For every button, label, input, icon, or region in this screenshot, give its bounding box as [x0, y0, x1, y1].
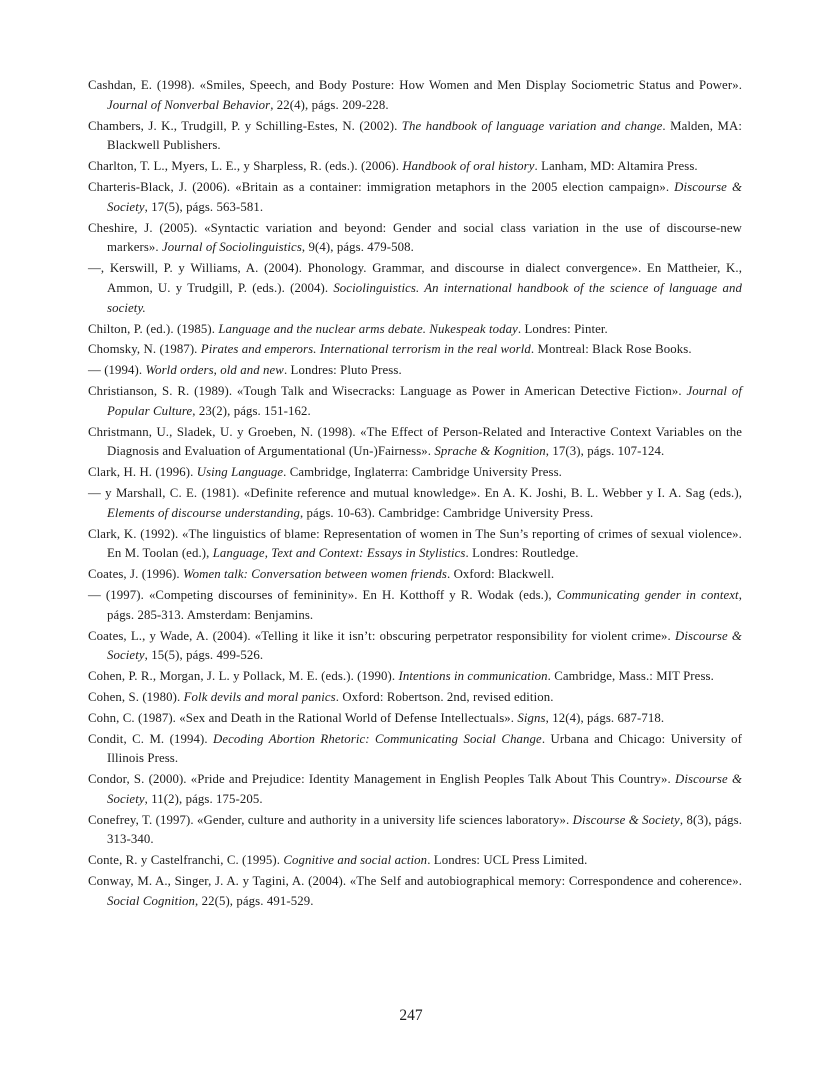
- reference-title-segment: Discourse & Society: [572, 812, 680, 827]
- reference-text-segment: . Londres: UCL Press Limited.: [427, 853, 588, 868]
- reference-entry: [88, 259, 742, 318]
- reference-title-segment: Handbook of oral history: [402, 159, 535, 174]
- reference-title-segment: Decoding Abortion Rhetoric: Communicating Social Change: [213, 731, 542, 746]
- reference-text-segment: Chilton, P. (ed.). (1985).: [88, 321, 219, 336]
- page-number: 247: [399, 1007, 423, 1024]
- reference-title-segment: Elements of discourse understanding: [107, 505, 300, 520]
- reference-entry: [88, 688, 742, 708]
- reference-title-segment: Sociolinguistics. An international handbook of the science of language and society.: [107, 280, 742, 315]
- reference-text-segment: Chambers, J. K., Trudgill, P. y Schilling-Estes, N. (2002).: [88, 118, 402, 133]
- references-list: [88, 76, 742, 913]
- reference-text-segment: Christmann, U., Sladek, U. y Groeben, N. (1998). «The Effect of Person-Related and Interactive Context Variables on the Diagnosis and Evaluation of Argumentational (Un-)Fairness».: [88, 424, 742, 459]
- reference-title-segment: Communicating gender in context: [556, 587, 739, 602]
- reference-entry: [88, 219, 742, 259]
- reference-text-segment: . Cambridge, Mass.: MIT Press.: [547, 669, 714, 684]
- reference-entry: [88, 76, 742, 116]
- reference-text-segment: — y Marshall, C. E. (1981). «Definite reference and mutual knowledge». En A. K. Joshi, B. L. Webber y I. A. Sag (eds.),: [88, 485, 742, 500]
- reference-text-segment: , 22(5), págs. 491-529.: [194, 893, 314, 908]
- reference-title-segment: Discourse & Society: [107, 628, 742, 663]
- reference-entry: [88, 565, 742, 585]
- reference-text-segment: Cheshire, J. (2005). «Syntactic variation and beyond: Gender and social class variation in the use of discourse-new markers».: [88, 220, 742, 255]
- reference-entry: [88, 178, 742, 218]
- reference-entry: [88, 484, 742, 524]
- reference-text-segment: Cashdan, E. (1998). «Smiles, Speech, and Body Posture: How Women and Men Display Sociometric Status and Power».: [88, 78, 742, 92]
- reference-title-segment: Language, Text and Context: Essays in Stylistics: [212, 546, 466, 561]
- reference-title-segment: Language and the nuclear arms debate. Nukespeak today: [218, 321, 518, 336]
- reference-text-segment: , 17(5), págs. 563-581.: [144, 199, 264, 214]
- reference-title-segment: Journal of Sociolinguistics: [162, 240, 302, 255]
- reference-text-segment: Clark, H. H. (1996).: [88, 465, 197, 480]
- reference-entry: [88, 811, 742, 851]
- reference-text-segment: , 8(3), págs. 313-340.: [107, 812, 743, 847]
- reference-title-segment: Discourse & Society: [107, 772, 742, 806]
- reference-text-segment: Conefrey, T. (1997). «Gender, culture and authority in a university life sciences laboratory».: [88, 812, 573, 827]
- reference-text-segment: . Cambridge, Inglaterra: Cambridge University Press.: [283, 465, 562, 480]
- reference-title-segment: Discourse & Society: [107, 179, 742, 214]
- reference-text-segment: . Londres: Pinter.: [517, 321, 608, 336]
- reference-text-segment: . Londres: Routledge.: [465, 546, 579, 561]
- reference-text-segment: Conte, R. y Castelfranchi, C. (1995).: [88, 853, 284, 868]
- reference-title-segment: Journal of Popular Culture: [107, 383, 742, 418]
- reference-title-segment: Cognitive and social action: [283, 853, 428, 868]
- reference-entry: [88, 872, 742, 912]
- reference-text-segment: Conway, M. A., Singer, J. A. y Tagini, A. (2004). «The Self and autobiographical memory: Correspondence and coherence».: [88, 874, 742, 889]
- reference-text-segment: , 11(2), págs. 175-205.: [144, 791, 263, 806]
- reference-title-segment: Women talk: Conversation between women friends: [183, 567, 447, 582]
- reference-text-segment: , 12(4), págs. 687-718.: [545, 710, 665, 725]
- reference-text-segment: . Oxford: Robertson. 2nd, revised edition.: [335, 689, 554, 704]
- reference-entry: [88, 525, 742, 565]
- reference-text-segment: , 17(3), págs. 107-124.: [545, 444, 665, 459]
- reference-text-segment: , págs. 285-313. Amsterdam: Benjamins.: [107, 587, 742, 622]
- reference-title-segment: Signs: [517, 710, 546, 725]
- reference-title-segment: Using Language: [196, 465, 284, 480]
- reference-text-segment: , 15(5), págs. 499-526.: [144, 648, 264, 663]
- reference-entry: [88, 770, 742, 810]
- reference-text-segment: Cohn, C. (1987). «Sex and Death in the Rational World of Defense Intellectuals».: [88, 710, 518, 725]
- reference-text-segment: , págs. 10-63). Cambridge: Cambridge University Press.: [299, 505, 594, 520]
- reference-entry: [88, 627, 742, 667]
- reference-text-segment: Charlton, T. L., Myers, L. E., y Sharpless, R. (eds.). (2006).: [88, 159, 403, 174]
- reference-entry: [88, 730, 742, 770]
- reference-text-segment: . Montreal: Black Rose Books.: [530, 342, 692, 357]
- reference-entry: [88, 361, 742, 381]
- reference-text-segment: Charteris-Black, J. (2006). «Britain as a container: immigration metaphors in the 2005 election campaign».: [88, 179, 675, 194]
- reference-entry: [88, 423, 742, 463]
- reference-title-segment: The handbook of language variation and change: [401, 118, 663, 133]
- reference-text-segment: . Malden, MA: Blackwell Publishers.: [107, 118, 742, 153]
- reference-entry: [88, 157, 742, 177]
- reference-entry: [88, 586, 742, 626]
- reference-title-segment: Pirates and emperors. International terrorism in the real world: [200, 342, 531, 357]
- reference-text-segment: . Londres: Pluto Press.: [283, 363, 402, 378]
- reference-title-segment: World orders, old and new: [145, 363, 284, 378]
- reference-text-segment: Christianson, S. R. (1989). «Tough Talk and Wisecracks: Language as Power in American Detective Fiction».: [88, 383, 687, 398]
- reference-text-segment: — (1997). «Competing discourses of femininity». En H. Kotthoff y R. Wodak (eds.),: [88, 587, 557, 602]
- reference-title-segment: Intentions in communication: [398, 669, 548, 684]
- reference-entry: [88, 382, 742, 422]
- reference-text-segment: Clark, K. (1992). «The linguistics of blame: Representation of women in The Sun’s reporting of crimes of sexual violence». En M. Toolan (ed.),: [88, 526, 742, 561]
- reference-text-segment: Condor, S. (2000). «Pride and Prejudice: Identity Management in English Peoples Talk About This Country».: [88, 772, 675, 787]
- reference-title-segment: Journal of Nonverbal Behavior: [107, 97, 271, 112]
- reference-text-segment: Coates, J. (1996).: [88, 567, 184, 582]
- reference-entry: [88, 667, 742, 687]
- reference-text-segment: —, Kerswill, P. y Williams, A. (2004). Phonology. Grammar, and discourse in dialect convergence». En Mattheier, K., Ammon, U. y Trudgill, P. (eds.). (2004).: [88, 261, 742, 295]
- reference-text-segment: . Lanham, MD: Altamira Press.: [534, 159, 698, 174]
- reference-text-segment: Cohen, P. R., Morgan, J. L. y Pollack, M. E. (eds.). (1990).: [88, 669, 399, 684]
- reference-title-segment: Sprache & Kognition: [434, 444, 546, 459]
- reference-entry: [88, 709, 742, 729]
- reference-title-segment: Social Cognition: [107, 893, 195, 908]
- reference-text-segment: , 23(2), págs. 151-162.: [192, 403, 311, 418]
- reference-entry: [88, 851, 742, 871]
- reference-text-segment: Coates, L., y Wade, A. (2004). «Telling it like it isn’t: obscuring perpetrator responsibility for violent crime».: [88, 628, 675, 643]
- reference-entry: [88, 340, 742, 360]
- reference-entry: [88, 463, 742, 483]
- reference-text-segment: . Oxford: Blackwell.: [446, 567, 555, 582]
- reference-text-segment: Condit, C. M. (1994).: [88, 731, 214, 746]
- reference-text-segment: , 9(4), págs. 479-508.: [301, 240, 414, 255]
- reference-entry: [88, 117, 742, 157]
- reference-text-segment: . Urbana and Chicago: University of Illinois Press.: [107, 731, 742, 766]
- reference-title-segment: Folk devils and moral panics: [183, 689, 336, 704]
- reference-entry: [88, 320, 742, 340]
- reference-text-segment: , 22(4), págs. 209-228.: [270, 97, 389, 112]
- reference-text-segment: Cohen, S. (1980).: [88, 689, 184, 704]
- reference-text-segment: Chomsky, N. (1987).: [88, 342, 201, 357]
- reference-text-segment: — (1994).: [88, 363, 146, 378]
